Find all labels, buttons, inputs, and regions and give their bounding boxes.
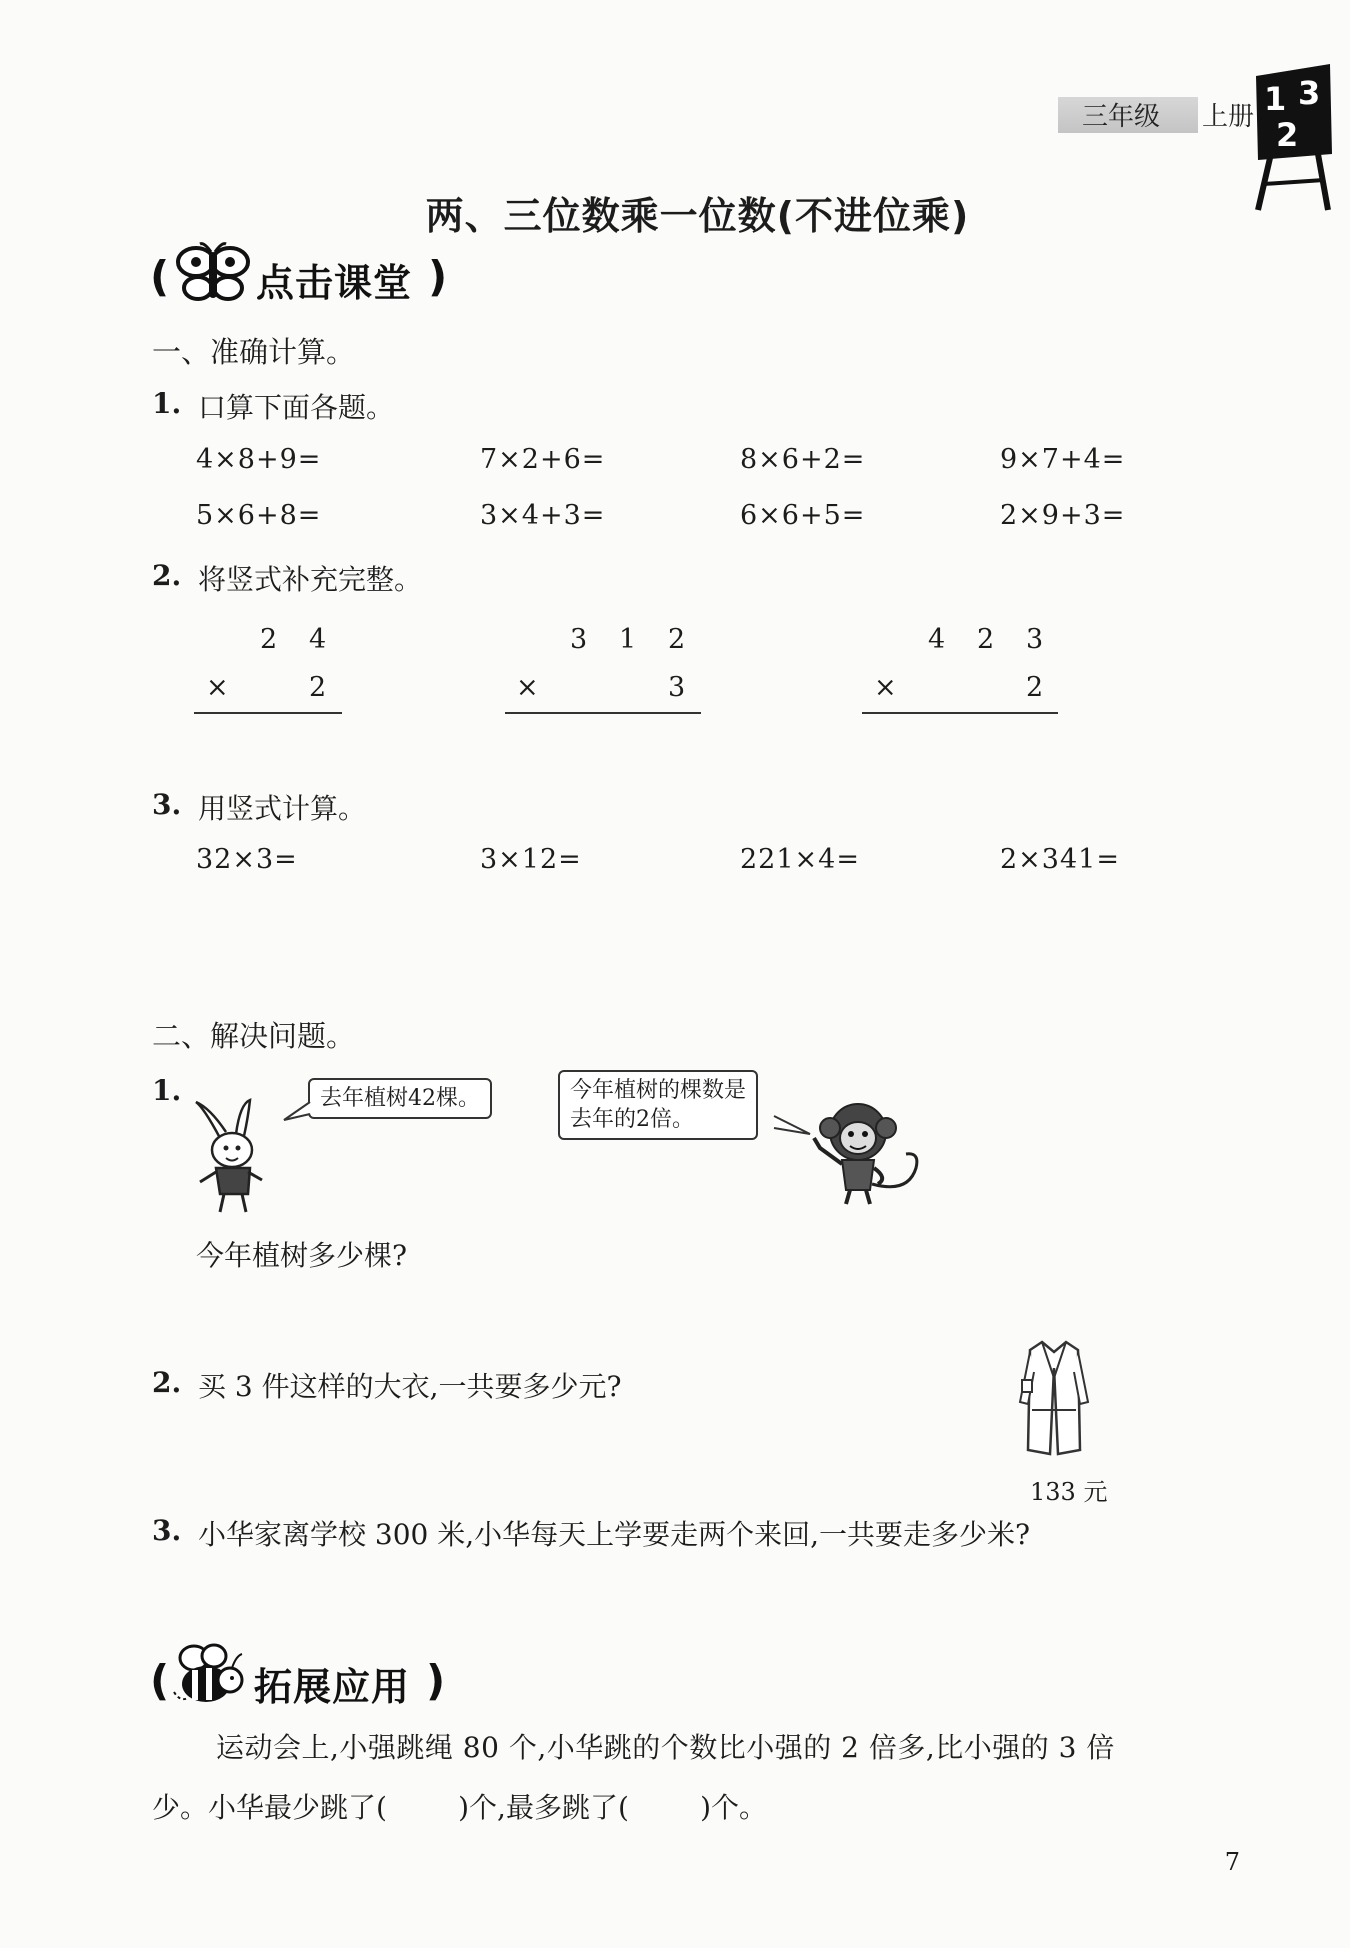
bee-icon [170,1642,246,1708]
vertical-digit: 1 [619,624,637,655]
problem-text: 买 3 件这样的大衣,一共要多少元? [198,1370,622,1403]
question-text: 将竖式补充完整。 [198,563,423,596]
monkey-icon [808,1098,928,1208]
times-sign: × [874,672,897,703]
column-calc-item: 32×3= [196,844,298,875]
monkey-speech-line: 今年植树的棵数是 [570,1078,747,1103]
oral-calc-item: 5×6+8= [196,500,322,531]
column-calc-item: 221×4= [740,844,860,875]
volume-label: 上册 [1202,102,1255,132]
badge-digit-3: 2 [1276,116,1299,154]
badge-digit-2: 3 [1298,74,1321,112]
times-sign: × [206,672,229,703]
monkey-speech-bubble [558,1070,758,1140]
oral-calc-item: 3×4+3= [480,500,606,531]
page-number: 7 [1224,1848,1240,1876]
question-number: 2. [152,1366,182,1399]
oral-calc-item: 9×7+4= [1000,444,1126,475]
rabbit-icon [190,1098,280,1216]
banner-right-bracket: ) [426,1656,446,1705]
coat-icon [1018,1338,1090,1458]
coat-price-label: 133 元 [1030,1478,1108,1506]
rabbit-speech-bubble [308,1078,492,1119]
question-text: 用竖式计算。 [198,792,367,825]
rabbit-speech-text: 去年植树42棵。 [320,1086,480,1111]
oral-calc-item: 4×8+9= [196,444,322,475]
vertical-digit: 3 [570,624,588,655]
vertical-digit: 2 [977,624,995,655]
question-number: 1. [152,1074,182,1107]
page-title: 两、三位数乘一位数(不进位乘) [425,194,970,238]
vertical-digit: 4 [928,624,946,655]
oral-calc-item: 6×6+5= [740,500,866,531]
banner-title-extension: 拓展应用 [254,1665,411,1709]
question-number: 3. [152,788,182,821]
banner-left-bracket: ( [150,1656,170,1705]
oral-calc-item: 2×9+3= [1000,500,1126,531]
section-heading-solve: 二、解决问题。 [152,1019,356,1053]
vertical-digit: 2 [309,672,327,703]
vertical-digit: 2 [260,624,278,655]
vertical-digit: 3 [1026,624,1044,655]
question-number: 2. [152,559,182,592]
extension-text-line: 运动会上,小强跳绳 80 个,小华跳的个数比小强的 2 倍多,比小强的 3 倍 [216,1731,1115,1764]
question-text: 口算下面各题。 [198,391,395,424]
question-number: 1. [152,387,182,420]
column-calc-item: 2×341= [1000,844,1120,875]
speech-tail [282,1100,312,1122]
vertical-digit: 3 [668,672,686,703]
oral-calc-item: 7×2+6= [480,444,606,475]
extension-text-line: 少。小华最少跳了( )个,最多跳了( )个。 [152,1791,768,1824]
badge-digit-1: 1 [1264,80,1287,118]
vertical-form-line [862,712,1058,714]
grade-label: 三年级 [1082,102,1161,132]
vertical-digit: 4 [309,624,327,655]
banner-left-bracket: ( [150,252,170,301]
question-number: 3. [152,1514,182,1547]
times-sign: × [516,672,539,703]
problem-text: 小华家离学校 300 米,小华每天上学要走两个来回,一共要走多少米? [198,1518,1031,1551]
section-heading-calculate: 一、准确计算。 [152,335,356,369]
banner-title-click-class: 点击课堂 [256,261,413,305]
speech-tail [772,1112,812,1138]
vertical-form-line [505,712,701,714]
butterfly-icon [174,242,252,306]
monkey-speech-line: 去年的2倍。 [570,1107,694,1132]
vertical-form-line [194,712,342,714]
vertical-digit: 2 [1026,672,1044,703]
problem-question: 今年植树多少棵? [196,1239,408,1272]
oral-calc-item: 8×6+2= [740,444,866,475]
banner-right-bracket: ) [428,252,448,301]
vertical-digit: 2 [668,624,686,655]
column-calc-item: 3×12= [480,844,582,875]
